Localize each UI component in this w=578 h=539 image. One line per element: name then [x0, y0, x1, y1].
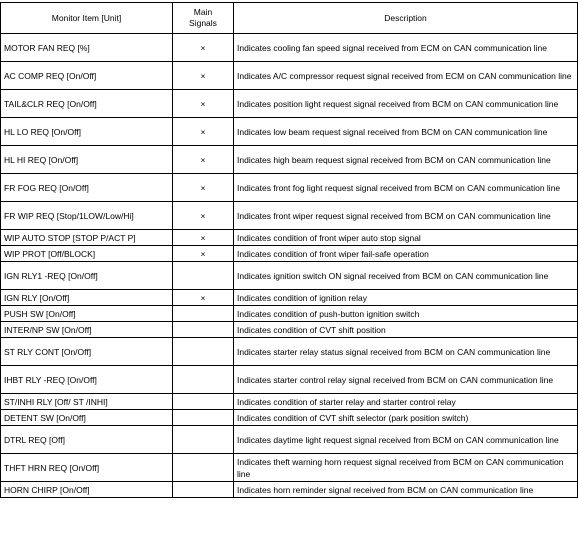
description-cell: Indicates condition of front wiper auto stop signal [234, 230, 578, 246]
header-main-signals [173, 3, 234, 34]
description-cell: Indicates front fog light request signal received from BCM on CAN communication line [234, 174, 578, 202]
description-cell: Indicates ignition switch ON signal received from BCM on CAN communication line [234, 262, 578, 290]
main-signal-cell [173, 338, 234, 366]
table-row [1, 482, 578, 498]
description-cell: Indicates condition of starter relay and starter control relay [234, 394, 578, 410]
description-cell: Indicates starter relay status signal received from BCM on CAN communication line [234, 338, 578, 366]
table-row [1, 394, 578, 410]
monitor-item-cell: INTER/NP SW [On/Off] [1, 322, 173, 338]
description-cell: Indicates condition of CVT shift selector (park position switch) [234, 410, 578, 426]
main-signal-cell [173, 410, 234, 426]
main-signal-cell [173, 394, 234, 410]
monitor-item-cell: THFT HRN REQ [On/Off] [1, 454, 173, 482]
description-cell: Indicates position light request signal received from BCM on CAN communication line [234, 90, 578, 118]
main-signal-cell: × [173, 118, 234, 146]
table-row [1, 426, 578, 454]
monitor-item-cell: WIP AUTO STOP [STOP P/ACT P] [1, 230, 173, 246]
monitor-item-cell: MOTOR FAN REQ [%] [1, 34, 173, 62]
table-row [1, 174, 578, 202]
description-cell: Indicates starter control relay signal received from BCM on CAN communication line [234, 366, 578, 394]
monitor-item-table [0, 2, 578, 498]
monitor-item-cell: DTRL REQ [Off] [1, 426, 173, 454]
table-row [1, 34, 578, 62]
monitor-item-cell: IGN RLY1 -REQ [On/Off] [1, 262, 173, 290]
description-cell: Indicates high beam request signal received from BCM on CAN communication line [234, 146, 578, 174]
monitor-item-cell: PUSH SW [On/Off] [1, 306, 173, 322]
monitor-item-cell: HL HI REQ [On/Off] [1, 146, 173, 174]
header-main-signals-line2: Signals [189, 18, 217, 28]
main-signal-cell [173, 306, 234, 322]
monitor-item-cell: ST/INHI RLY [Off/ ST /INHI] [1, 394, 173, 410]
main-signal-cell: × [173, 290, 234, 306]
table-row [1, 454, 578, 482]
header-main-signals-line1: Main [193, 7, 213, 17]
monitor-item-cell: IHBT RLY -REQ [On/Off] [1, 366, 173, 394]
table-row [1, 62, 578, 90]
main-signal-cell [173, 426, 234, 454]
description-cell: Indicates front wiper request signal received from BCM on CAN communication line [234, 202, 578, 230]
monitor-item-cell: TAIL&CLR REQ [On/Off] [1, 90, 173, 118]
main-signal-cell [173, 262, 234, 290]
description-cell: Indicates low beam request signal received from BCM on CAN communication line [234, 118, 578, 146]
monitor-item-cell: FR WIP REQ [Stop/1LOW/Low/Hi] [1, 202, 173, 230]
description-cell: Indicates condition of push-button ignition switch [234, 306, 578, 322]
description-cell: Indicates daytime light request signal received from BCM on CAN communication line [234, 426, 578, 454]
main-signal-cell [173, 454, 234, 482]
header-monitor-item: Monitor Item [Unit] [1, 3, 173, 34]
monitor-item-cell: HL LO REQ [On/Off] [1, 118, 173, 146]
monitor-item-cell: WIP PROT [Off/BLOCK] [1, 246, 173, 262]
main-signal-cell: × [173, 202, 234, 230]
table-row [1, 366, 578, 394]
table-row [1, 90, 578, 118]
header-description: Description [234, 3, 578, 34]
description-cell: Indicates horn reminder signal received from BCM on CAN communication line [234, 482, 578, 498]
description-cell: Indicates cooling fan speed signal received from ECM on CAN communication line [234, 34, 578, 62]
table-row [1, 322, 578, 338]
main-signal-cell: × [173, 146, 234, 174]
monitor-item-cell: DETENT SW [On/Off] [1, 410, 173, 426]
table-row [1, 338, 578, 366]
description-cell: Indicates A/C compressor request signal received from ECM on CAN communication line [234, 62, 578, 90]
table-row [1, 202, 578, 230]
main-signal-cell: × [173, 230, 234, 246]
description-cell: Indicates theft warning horn request signal received from BCM on CAN communication line [234, 454, 578, 482]
monitor-item-cell: AC COMP REQ [On/Off] [1, 62, 173, 90]
main-signal-cell [173, 482, 234, 498]
description-cell: Indicates condition of CVT shift position [234, 322, 578, 338]
table-row [1, 146, 578, 174]
table-row [1, 118, 578, 146]
main-signal-cell: × [173, 174, 234, 202]
description-cell: Indicates condition of ignition relay [234, 290, 578, 306]
table-row [1, 306, 578, 322]
table-row [1, 262, 578, 290]
main-signal-cell [173, 322, 234, 338]
monitor-item-cell: IGN RLY [On/Off] [1, 290, 173, 306]
monitor-item-cell: FR FOG REQ [On/Off] [1, 174, 173, 202]
monitor-item-cell: ST RLY CONT [On/Off] [1, 338, 173, 366]
table-row [1, 230, 578, 246]
main-signal-cell: × [173, 62, 234, 90]
monitor-item-cell: HORN CHIRP [On/Off] [1, 482, 173, 498]
main-signal-cell: × [173, 246, 234, 262]
main-signal-cell: × [173, 90, 234, 118]
main-signal-cell [173, 366, 234, 394]
table-header-row [1, 3, 578, 34]
table-row [1, 410, 578, 426]
table-row [1, 290, 578, 306]
description-cell: Indicates condition of front wiper fail-safe operation [234, 246, 578, 262]
main-signal-cell: × [173, 34, 234, 62]
table-row [1, 246, 578, 262]
